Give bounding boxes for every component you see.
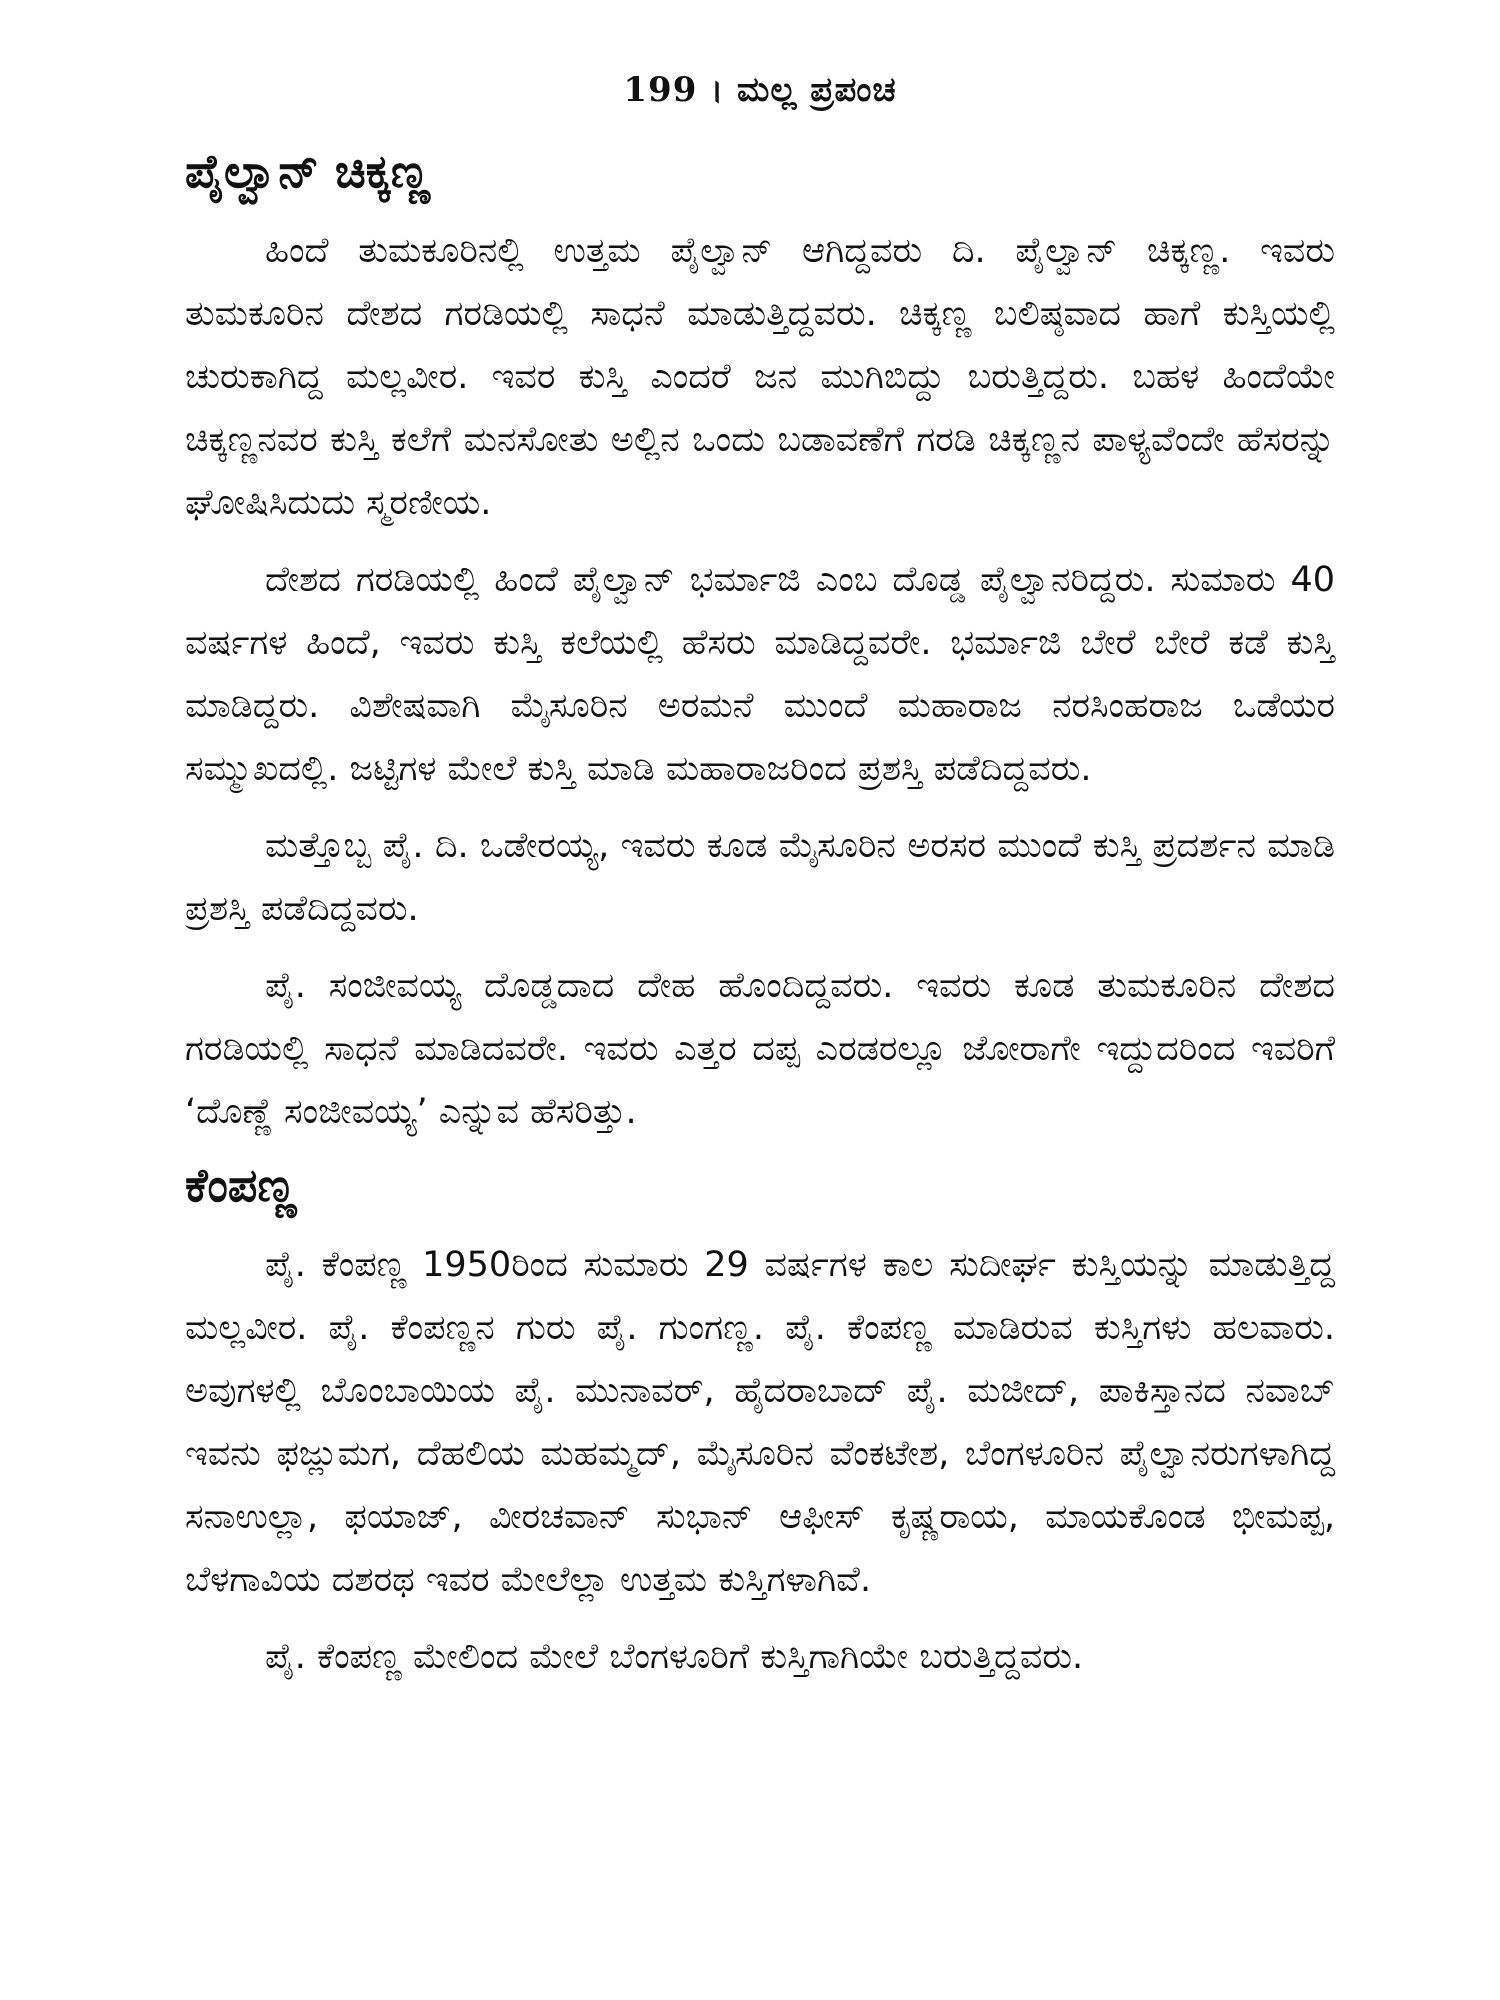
- paragraph: ಮತ್ತೊಬ್ಬ ಪೈ. ದಿ. ಒಡೇರಯ್ಯ, ಇವರು ಕೂಡ ಮೈಸೂರಿನ ಅರಸರ ಮುಂದೆ ಕುಸ್ತಿ ಪ್ರದರ್ಶನ ಮಾಡಿ ಪ್ರಶಸ್ತಿ ಪಡೆದಿದ್ದವರು.: [185, 826, 1335, 929]
- paragraph: ಹಿಂದೆ ತುಮಕೂರಿನಲ್ಲಿ ಉತ್ತಮ ಪೈಲ್ವಾನ್ ಆಗಿದ್ದವರು ದಿ. ಪೈಲ್ವಾನ್ ಚಿಕ್ಕಣ್ಣ. ಇವರು ತುಮಕೂರಿನ ದೇಶದ ಗರಡಿಯಲ್ಲಿ ಸಾಧನೆ ಮಾಡುತ್ತಿದ್ದವರು. ಚಿಕ್ಕಣ್ಣ ಬಲಿಷ್ಠವಾದ ಹಾಗೆ ಕುಸ್ತಿಯಲ್ಲಿ ಚುರುಕಾಗಿದ್ದ ಮಲ್ಲವೀರ. ಇವರ ಕುಸ್ತಿ ಎಂದರೆ ಜನ ಮುಗಿಬಿದ್ದು ಬರುತ್ತಿದ್ದರು. ಬಹಳ ಹಿಂದೆಯೇ ಚಿಕ್ಕಣ್ಣನವರ ಕುಸ್ತಿ ಕಲೆಗೆ ಮನಸೋತು ಅಲ್ಲಿನ ಒಂದು ಬಡಾವಣೆಗೆ ಗರಡಿ ಚಿಕ್ಕಣ್ಣನ ಪಾಳ್ಯವೆಂದೇ ಹೆಸರನ್ನು ಘೋಷಿಸಿದುದು ಸ್ಮರಣೀಯ.: [185, 231, 1335, 523]
- paragraph: ದೇಶದ ಗರಡಿಯಲ್ಲಿ ಹಿಂದೆ ಪೈಲ್ವಾನ್ ಭರ್ಮಾಜಿ ಎಂಬ ದೊಡ್ಡ ಪೈಲ್ವಾನರಿದ್ದರು. ಸುಮಾರು 40 ವರ್ಷಗಳ ಹಿಂದೆ, ಇವರು ಕುಸ್ತಿ ಕಲೆಯಲ್ಲಿ ಹೆಸರು ಮಾಡಿದ್ದವರೇ. ಭರ್ಮಾಜಿ ಬೇರೆ ಬೇರೆ ಕಡೆ ಕುಸ್ತಿ ಮಾಡಿದ್ದರು. ವಿಶೇಷವಾಗಿ ಮೈಸೂರಿನ ಅರಮನೆ ಮುಂದೆ ಮಹಾರಾಜ ನರಸಿಂಹರಾಜ ಒಡೆಯರ ಸಮ್ಮುಖದಲ್ಲಿ. ಜಟ್ಟಿಗಳ ಮೇಲೆ ಕುಸ್ತಿ ಮಾಡಿ ಮಹಾರಾಜರಿಂದ ಪ್ರಶಸ್ತಿ ಪಡೆದಿದ್ದವರು.: [185, 560, 1335, 789]
- section-chikkanna: [185, 144, 1335, 1144]
- paragraph: ಪೈ. ಸಂಜೀವಯ್ಯ ದೊಡ್ಡದಾದ ದೇಹ ಹೊಂದಿದ್ದವರು. ಇವರು ಕೂಡ ತುಮಕೂರಿನ ದೇಶದ ಗರಡಿಯಲ್ಲಿ ಸಾಧನೆ ಮಾಡಿದವರೇ. ಇವರು ಎತ್ತರ ದಪ್ಪ ಎರಡರಲ್ಲೂ ಜೋರಾಗೇ ಇದ್ದುದರಿಂದ ಇವರಿಗೆ ‘ದೊಣ್ಣೆ ಸಂಜೀವಯ್ಯ’ ಎನ್ನುವ ಹೆಸರಿತ್ತು.: [185, 966, 1335, 1132]
- book-title: ಮಲ್ಲ ಪ್ರಪಂಚ: [736, 70, 897, 110]
- section-kempanna: [185, 1158, 1335, 1689]
- paragraph: ಪೈ. ಕೆಂಪಣ್ಣ 1950ರಿಂದ ಸುಮಾರು 29 ವರ್ಷಗಳ ಕಾಲ ಸುದೀರ್ಘ ಕುಸ್ತಿಯನ್ನು ಮಾಡುತ್ತಿದ್ದ ಮಲ್ಲವೀರ. ಪೈ. ಕೆಂಪಣ್ಣನ ಗುರು ಪೈ. ಗುಂಗಣ್ಣ. ಪೈ. ಕೆಂಪಣ್ಣ ಮಾಡಿರುವ ಕುಸ್ತಿಗಳು ಹಲವಾರು. ಅವುಗಳಲ್ಲಿ ಬೊಂಬಾಯಿಯ ಪೈ. ಮುನಾವರ್, ಹೈದರಾಬಾದ್ ಪೈ. ಮಜೀದ್, ಪಾಕಿಸ್ತಾನದ ನವಾಬ್ ಇವನು ಫಜ್ಲುಮಗ, ದೆಹಲಿಯ ಮಹಮ್ಮದ್, ಮೈಸೂರಿನ ವೆಂಕಟೇಶ, ಬೆಂಗಳೂರಿನ ಪೈಲ್ವಾನರುಗಳಾಗಿದ್ದ ಸನಾಉಲ್ಲಾ, ಫಯಾಜ್, ವೀರಚವಾನ್ ಸುಭಾನ್ ಆಫೀಸ್ ಕೃಷ್ಣರಾಯ, ಮಾಯಕೊಂಡ ಭೀಮಪ್ಪ, ಬೆಳಗಾವಿಯ ದಶರಥ ಇವರ ಮೇಲೆಲ್ಲಾ ಉತ್ತಮ ಕುಸ್ತಿಗಳಾಗಿವೆ.: [185, 1245, 1335, 1600]
- header-separator: ।: [710, 70, 725, 110]
- section-title: ಕೆಂಪಣ್ಣ: [185, 1158, 297, 1212]
- page-number: 199: [623, 70, 698, 110]
- section-title: ಪೈಲ್ವಾನ್ ಚಿಕ್ಕಣ್ಣ: [185, 144, 430, 198]
- running-header: [185, 70, 1335, 110]
- paragraph: ಪೈ. ಕೆಂಪಣ್ಣ ಮೇಲಿಂದ ಮೇಲೆ ಬೆಂಗಳೂರಿಗೆ ಕುಸ್ತಿಗಾಗಿಯೇ ಬರುತ್ತಿದ್ದವರು.: [265, 1637, 1084, 1677]
